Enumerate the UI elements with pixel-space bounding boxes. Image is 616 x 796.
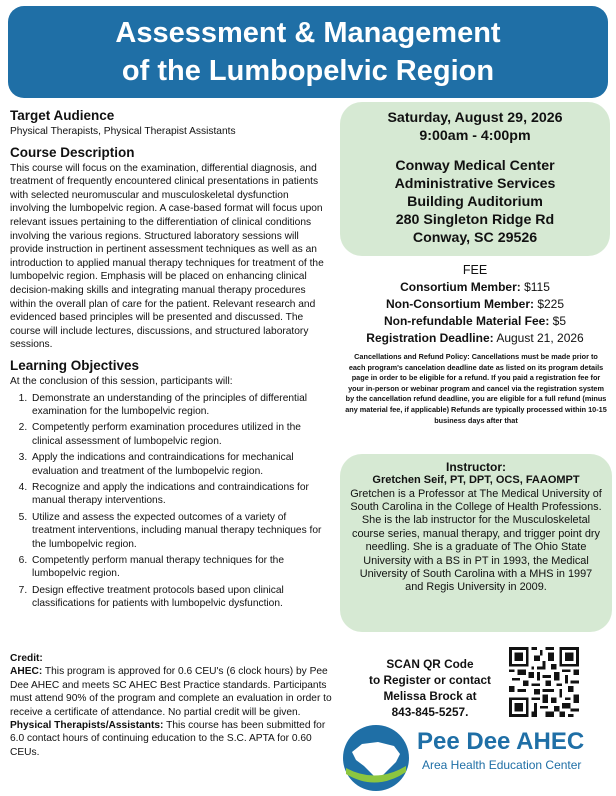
learning-objectives-intro: At the conclusion of this session, participants will: xyxy=(10,375,233,387)
location-line: Building Auditorium xyxy=(407,194,543,210)
objective-item: 1. Demonstrate an understanding of the principles of differential examination for the lumbopelvic region. xyxy=(30,392,330,419)
objective-item: 4. Recognize and apply the indications and contraindications for manual therapy interventions. xyxy=(30,481,330,508)
fee-row xyxy=(340,296,610,313)
learning-objectives-section xyxy=(10,358,330,611)
target-audience-section xyxy=(10,108,330,139)
pee-dee-ahec-logo xyxy=(340,722,612,792)
register-line: SCAN QR Code xyxy=(386,657,474,671)
target-audience-text: Physical Therapists, Physical Therapist Assistants xyxy=(10,126,236,137)
south-carolina-map-icon xyxy=(340,722,412,792)
qr-code-icon[interactable] xyxy=(509,647,579,717)
ahec-text: This program is approved for 0.6 CEU's (6 clock hours) by Pee Dee AHEC and meets SC AHEC Best Practice standards. Participants must attend 90% of the program and complete an evaluation in order to receive a certificate of attendance. No partial credit will be given. xyxy=(10,666,332,718)
ahec-label: AHEC: xyxy=(10,666,43,678)
fee-value: $225 xyxy=(533,297,565,311)
logo-title: Pee Dee AHEC xyxy=(417,728,585,755)
register-line: to Register or contact xyxy=(369,673,491,687)
objectives-list xyxy=(18,392,330,611)
course-description-heading: Course Description xyxy=(10,144,135,160)
left-column xyxy=(10,108,330,617)
page-header xyxy=(8,6,608,98)
credit-heading: Credit: xyxy=(10,653,43,664)
location-line: Conway Medical Center xyxy=(395,158,555,174)
target-audience-heading: Target Audience xyxy=(10,108,115,123)
instructor-box xyxy=(340,454,612,632)
location-line: Conway, SC 29526 xyxy=(412,230,538,246)
instructor-heading: Instructor: xyxy=(446,460,506,474)
course-description-text: This course will focus on the examination, differential diagnosis, and treatment of frequently encountered clinical presentations in patients with selected neuromuscular and musculoskeletal dysfunction involving the lumbopelvic region. A case-based format will focus upon relevant issues pertaining to the differentiation of clinical conditions involving the various regions. Structured laboratory sessions will provide instruction in pertinent assessment techniques as well as an introduction to applied manual therapy techniques for treatment of the lumbopelvic region. Emphasis will be placed on enhancing clinical decision-making skills and integrating manual therapy procedures within the overall plan of care for the patient. Relevant research and evidenced based principles will be presented and discussed. The course will include lectures, discussions, and structured laboratory sessions. xyxy=(10,162,324,351)
objective-item: 3. Apply the indications and contraindications for mechanical evaluation and treatment of the lumbopelvic region. xyxy=(30,451,330,478)
fee-row xyxy=(340,330,610,347)
fee-label: Registration Deadline: xyxy=(366,331,494,345)
fee-label: Non-Consortium Member: xyxy=(385,297,534,311)
objective-item: 7. Design effective treatment protocols based upon clinical classifications for patients with lumbopelvic dysfunction. xyxy=(30,584,330,611)
event-location xyxy=(340,157,610,247)
fee-row xyxy=(340,279,610,296)
register-contact xyxy=(360,656,500,720)
pt-text: This course has been submitted for 6.0 contact hours of continuing education to the S.C. APTA for 0.60 CEUs. xyxy=(10,720,326,758)
instructor-name: Gretchen Seif, PT, DPT, OCS, FAAOMPT xyxy=(372,474,580,486)
fee-section xyxy=(340,262,610,347)
register-line: Melissa Brock at xyxy=(383,689,477,703)
fee-row xyxy=(340,313,610,330)
location-line: Administrative Services xyxy=(394,176,556,192)
event-time: 9:00am - 4:00pm xyxy=(419,128,531,144)
credit-section xyxy=(10,652,332,759)
title-line-2: of the Lumbopelvic Region xyxy=(121,55,495,87)
fee-value: August 21, 2026 xyxy=(493,331,584,345)
logo-subtitle: Area Health Education Center xyxy=(422,758,582,772)
register-line: 843-845-5257. xyxy=(391,705,469,719)
learning-objectives-heading: Learning Objectives xyxy=(10,357,140,373)
fee-label: Consortium Member: xyxy=(400,280,521,294)
fee-heading: FEE xyxy=(462,263,488,277)
objective-item: 6. Competently perform manual therapy techniques for the lumbopelvic region. xyxy=(30,554,330,581)
fee-value: $115 xyxy=(520,280,550,294)
event-date: Saturday, August 29, 2026 xyxy=(387,110,563,126)
objective-item: 5. Utilize and assess the expected outcomes of a variety of treatment interventions, including manual therapy techniques for the lumbopelvic region. xyxy=(30,511,330,551)
title-line-1: Assessment & Management xyxy=(115,17,501,49)
fee-value: $5 xyxy=(549,314,567,328)
pt-label: Physical Therapists/Assistants: xyxy=(10,720,164,732)
refund-policy-text: Cancellations and Refund Policy: Cancellations must be made prior to each program's cancelation deadline date as listed on its program details page in order to be eligible for a refund. If you paid a registration fee for your in-person or webinar program and cancel via the registration system by the cancellation refund deadline, you are eligible for a full refund (minus any material fee, if applicable) Refunds are typically processed within 10-15 business days after that xyxy=(345,352,607,425)
objective-item: 2. Competently perform examination procedures utilized in the clinical assessment of lumbopelvic region. xyxy=(30,421,330,448)
instructor-bio: Gretchen is a Professor at The Medical University of South Carolina in the College of Health Professions. She is the lab instructor for the Musculoskeletal course series, manual therapy, and trigger point dry needling. She is a graduate of The Ohio State University with a BS in PT in 1993, the Medical University of South Carolina with a MHS in 1997 and Regis University in 2009. xyxy=(350,487,602,594)
course-description-section xyxy=(10,145,330,352)
location-line: 280 Singleton Ridge Rd xyxy=(395,212,555,228)
event-info-box xyxy=(340,102,610,256)
fee-label: Non-refundable Material Fee: xyxy=(383,314,550,328)
